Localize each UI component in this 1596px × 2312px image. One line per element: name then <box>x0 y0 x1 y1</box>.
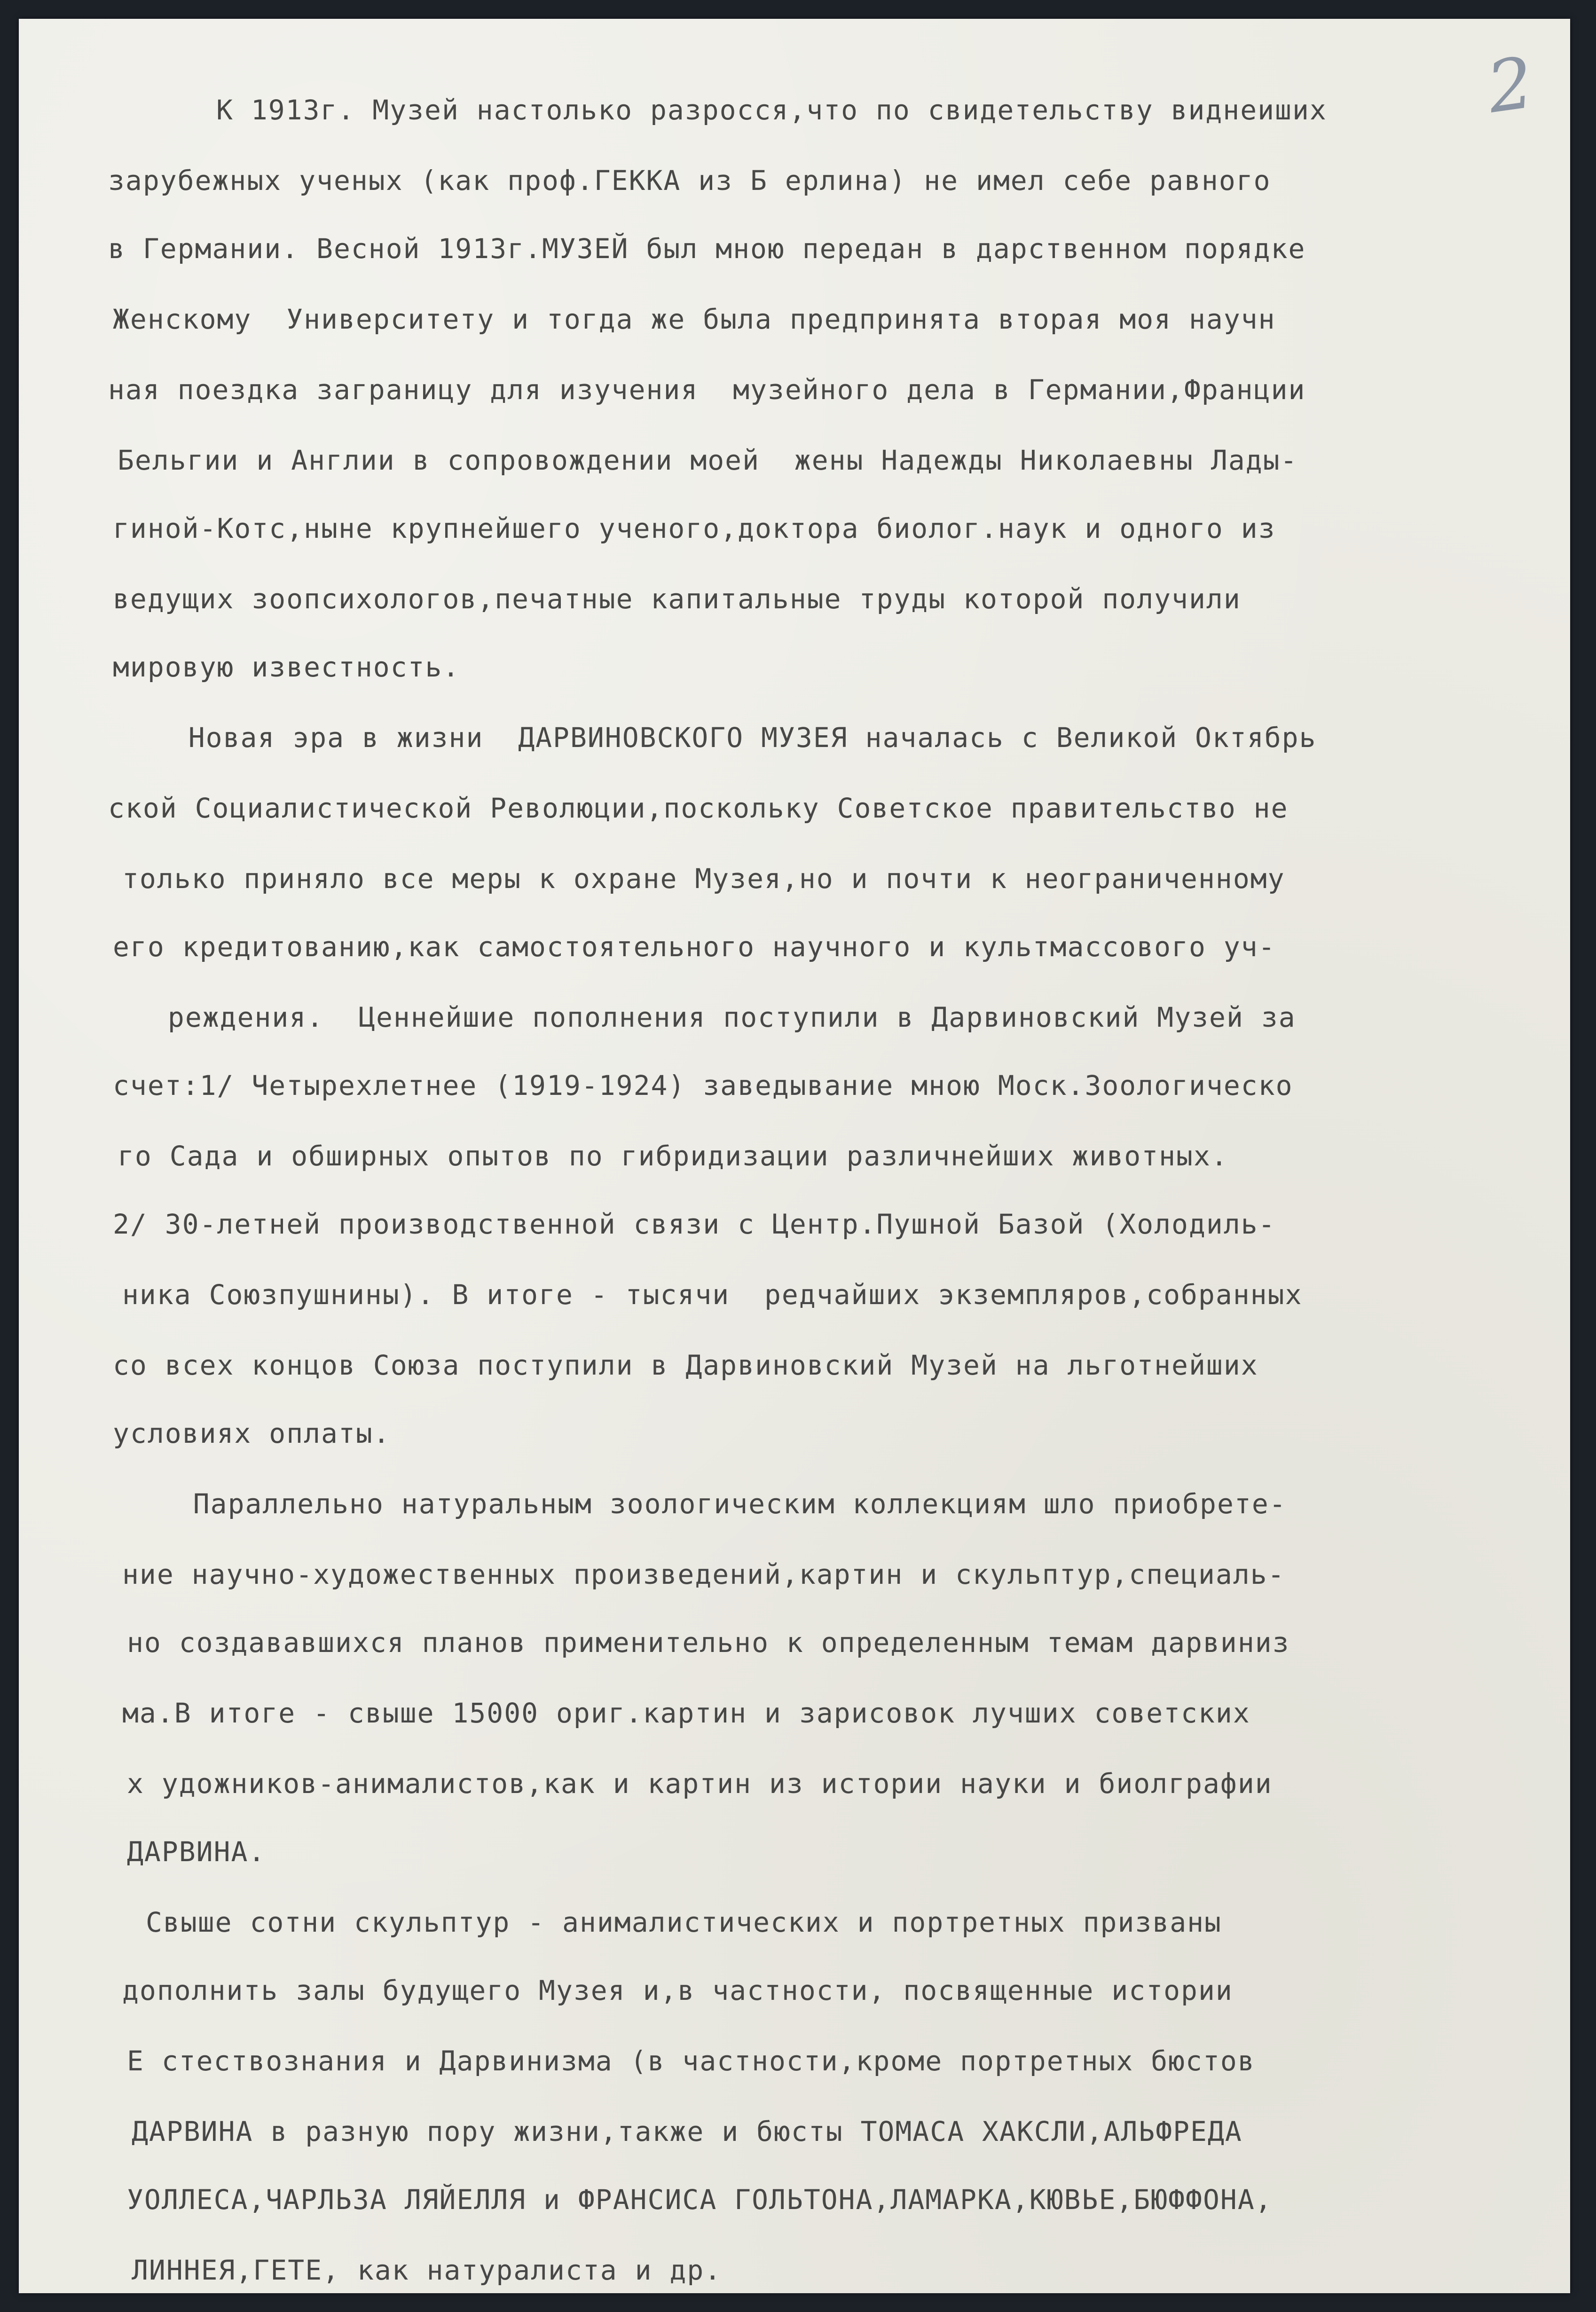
text-line: условиях оплаты. <box>113 1417 391 1449</box>
text-line: ма.В итоге - свыше 15000 ориг.картин и зарисовок лучших советских <box>122 1697 1250 1729</box>
text-line: его кредитованию,как самостоятельного научного и культмассового уч- <box>113 931 1276 963</box>
text-line: ДАРВИНА. <box>127 1836 266 1868</box>
text-line: ской Социалистической Революции,поскольку Советское правительство не <box>108 792 1289 824</box>
text-line: гиной-Котс,ныне крупнейшего ученого,доктора биолог.наук и одного из <box>113 512 1276 544</box>
text-line: Новая эра в жизни ДАРВИНОВСКОГО МУЗЕЯ началась с Великой Октябрь <box>136 722 1317 754</box>
text-line: зарубежных ученых (как проф.ГЕККА из Б ерлина) не имел себе равного <box>108 165 1271 197</box>
text-line: счет:1/ Четырехлетнее (1919-1924) заведывание мною Моск.Зоологическо <box>113 1069 1293 1101</box>
text-line: х удожников-анималистов,как и картин из истории науки и биолграфии <box>127 1768 1273 1800</box>
text-line: К 1913г. Музей настолько разросся,что по свидетельству виднеиших <box>216 94 1327 126</box>
text-line: со всех концов Союза поступили в Дарвиновский Музей на льготнейших <box>113 1349 1258 1381</box>
page-number: 2 <box>1482 42 1539 129</box>
text-line: го Сада и обширных опытов по гибридизации различнейших животных. <box>118 1140 1228 1172</box>
text-line: ЛИННЕЯ,ГЕТЕ, как натуралиста и др. <box>132 2254 722 2286</box>
document-page <box>19 19 1570 2293</box>
text-line: 2/ 30-летней производственной связи с Центр.Пушной Базой (Холодиль- <box>113 1208 1276 1240</box>
text-line: только приняло все меры к охране Музея,но и почти к неограниченному <box>122 863 1285 895</box>
text-line: Свыше сотни скульптур - анималистических и портретных призваны <box>146 1906 1222 1938</box>
text-line: ДАРВИНА в разную пору жизни,также и бюсты ТОМАСА ХАКСЛИ,АЛЬФРЕДА <box>132 2115 1242 2147</box>
text-line: в Германии. Весной 1913г.МУЗЕЙ был мною передан в дарственном порядке <box>108 233 1306 265</box>
text-line: реждения. Ценнейшие пополнения поступили в Дарвиновский Музей за <box>150 1001 1296 1033</box>
text-line: УОЛЛЕСА,ЧАРЛЬЗА ЛЯЙЕЛЛЯ и ФРАНСИСА ГОЛЬТОНА,ЛАМАРКА,КЮВЬЕ,БЮФФОНА, <box>127 2184 1273 2216</box>
text-line: Параллельно натуральным зоологическим коллекциям шло приобрете- <box>141 1488 1287 1520</box>
text-line: дополнить залы будущего Музея и,в частности, посвященные истории <box>122 1974 1233 2006</box>
text-line: ние научно-художественных произведений,картин и скульптур,специаль- <box>122 1558 1285 1590</box>
text-line: ная поездка заграницу для изучения музейного дела в Германии,Франции <box>108 374 1306 406</box>
text-line: ника Союзпушнины). В итоге - тысячи редчайших экземпляров,собранных <box>122 1279 1303 1311</box>
text-line: мировую известность. <box>113 651 460 683</box>
text-line: Женскому Университету и тогда же была предпринята вторая моя научн <box>113 303 1276 335</box>
text-line: Бельгии и Англии в сопровождении моей жены Надежды Николаевны Лады- <box>118 444 1298 476</box>
text-line: ведущих зоопсихологов,печатные капитальные труды которой получили <box>113 583 1241 615</box>
text-line: но создававшихся планов применительно к определенным темам дарвиниз <box>127 1627 1290 1659</box>
text-line: Е стествознания и Дарвинизма (в частности,кроме портретных бюстов <box>127 2045 1255 2077</box>
